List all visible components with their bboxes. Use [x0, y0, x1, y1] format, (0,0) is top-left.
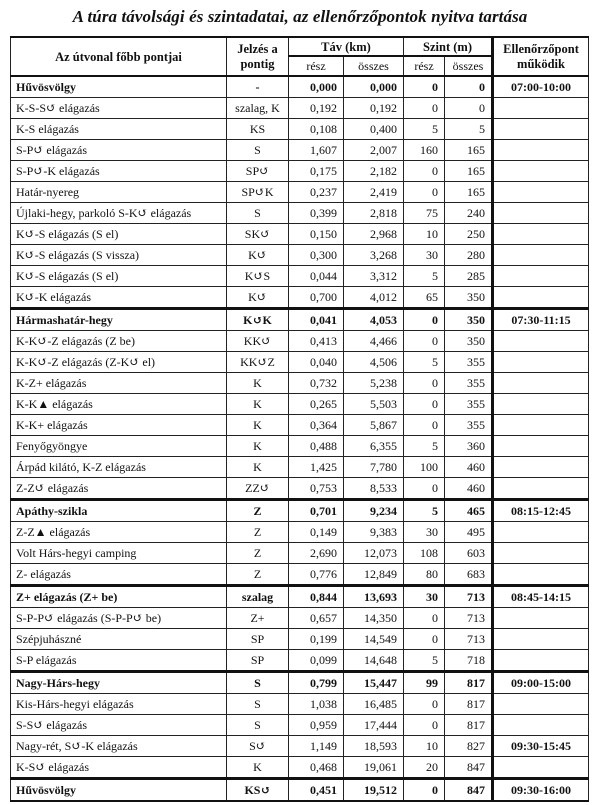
- elevation-total-cell: 0: [445, 76, 493, 98]
- distance-total-cell: 7,780: [344, 457, 404, 478]
- distance-part-cell: 0,844: [289, 586, 344, 608]
- sign-cell: S: [227, 715, 289, 736]
- header-checkpoint-text: Ellenőrzőpont működik: [503, 41, 579, 71]
- elevation-total-cell: 280: [445, 245, 493, 266]
- elevation-part-cell: 0: [404, 608, 445, 629]
- checkpoint-time-cell: [493, 757, 589, 779]
- elevation-part-cell: 30: [404, 586, 445, 608]
- sign-cell: K↺K: [227, 309, 289, 331]
- route-point-cell: Nagy-rét, S↺-K elágazás: [11, 736, 227, 757]
- checkpoint-time-cell: [493, 543, 589, 564]
- elevation-part-cell: 0: [404, 715, 445, 736]
- checkpoint-time-cell: [493, 629, 589, 650]
- checkpoint-time-cell: [493, 287, 589, 309]
- elevation-total-cell: 165: [445, 182, 493, 203]
- route-point-cell: S-P-P↺ elágazás (S-P-P↺ be): [11, 608, 227, 629]
- table-row: [11, 140, 589, 161]
- checkpoint-time-cell: [493, 694, 589, 715]
- checkpoint-time-cell: [493, 98, 589, 119]
- checkpoint-time-cell: [493, 608, 589, 629]
- distance-total-cell: 0,192: [344, 98, 404, 119]
- distance-part-cell: 0,040: [289, 352, 344, 373]
- distance-part-cell: 0,265: [289, 394, 344, 415]
- table-row: [11, 715, 589, 736]
- sign-cell: K: [227, 757, 289, 779]
- distance-part-cell: 0,364: [289, 415, 344, 436]
- table-row: [11, 203, 589, 224]
- route-point-cell: S-P↺-K elágazás: [11, 161, 227, 182]
- table-body: [11, 76, 589, 801]
- table-row: [11, 650, 589, 672]
- elevation-total-cell: 847: [445, 779, 493, 802]
- elevation-total-cell: 360: [445, 436, 493, 457]
- table-row: [11, 352, 589, 373]
- table-row: [11, 672, 589, 694]
- table-row: [11, 500, 589, 522]
- checkpoint-time-cell: [493, 522, 589, 543]
- route-point-cell: Kis-Hárs-hegyi elágazás: [11, 694, 227, 715]
- route-point-cell: Z-Z↺ elágazás: [11, 478, 227, 500]
- route-point-cell: K↺-S elágazás (S el): [11, 224, 227, 245]
- sign-cell: SP: [227, 629, 289, 650]
- route-table: [10, 36, 589, 802]
- distance-part-cell: 0,044: [289, 266, 344, 287]
- distance-part-cell: 0,468: [289, 757, 344, 779]
- elevation-part-cell: 75: [404, 203, 445, 224]
- elevation-total-cell: 0: [445, 98, 493, 119]
- elevation-part-cell: 0: [404, 779, 445, 802]
- page-title: A túra távolsági és szintadatai, az ellenőrzőpontok nyitva tartása: [72, 7, 528, 26]
- table-row: [11, 331, 589, 352]
- distance-total-cell: 0,000: [344, 76, 404, 98]
- elevation-part-cell: 0: [404, 182, 445, 203]
- sign-cell: K: [227, 415, 289, 436]
- route-point-cell: K↺-S elágazás (S vissza): [11, 245, 227, 266]
- header-sign: [227, 37, 289, 76]
- distance-total-cell: 5,867: [344, 415, 404, 436]
- elevation-total-cell: 350: [445, 309, 493, 331]
- distance-total-cell: 2,007: [344, 140, 404, 161]
- sign-cell: Z: [227, 564, 289, 586]
- elevation-total-cell: 847: [445, 757, 493, 779]
- table-row: [11, 586, 589, 608]
- elevation-total-cell: 165: [445, 140, 493, 161]
- sign-cell: S↺: [227, 736, 289, 757]
- checkpoint-time-cell: [493, 436, 589, 457]
- distance-total-cell: 9,383: [344, 522, 404, 543]
- distance-total-cell: 4,012: [344, 287, 404, 309]
- sign-cell: K↺: [227, 287, 289, 309]
- checkpoint-time-cell: [493, 140, 589, 161]
- checkpoint-time-cell: [493, 331, 589, 352]
- table-row: [11, 98, 589, 119]
- sign-cell: SK↺: [227, 224, 289, 245]
- elevation-part-cell: 5: [404, 436, 445, 457]
- distance-total-cell: 19,512: [344, 779, 404, 802]
- distance-part-cell: 0,451: [289, 779, 344, 802]
- route-point-cell: K-K▲ elágazás: [11, 394, 227, 415]
- elevation-part-cell: 0: [404, 373, 445, 394]
- elevation-part-cell: 5: [404, 500, 445, 522]
- route-point-cell: Hűvösvölgy: [11, 76, 227, 98]
- distance-part-cell: 0,399: [289, 203, 344, 224]
- checkpoint-time-cell: 08:15-12:45: [493, 500, 589, 522]
- table-row: [11, 436, 589, 457]
- elevation-total-cell: 718: [445, 650, 493, 672]
- distance-part-cell: 0,799: [289, 672, 344, 694]
- distance-part-cell: 1,425: [289, 457, 344, 478]
- distance-total-cell: 19,061: [344, 757, 404, 779]
- elevation-part-cell: 5: [404, 352, 445, 373]
- route-point-cell: K-S elágazás: [11, 119, 227, 140]
- elevation-part-cell: 80: [404, 564, 445, 586]
- elevation-total-cell: 495: [445, 522, 493, 543]
- distance-total-cell: 2,182: [344, 161, 404, 182]
- sign-cell: Z: [227, 522, 289, 543]
- sign-cell: S: [227, 672, 289, 694]
- checkpoint-time-cell: [493, 373, 589, 394]
- sign-cell: K↺: [227, 245, 289, 266]
- distance-total-cell: 14,549: [344, 629, 404, 650]
- elevation-part-cell: 0: [404, 629, 445, 650]
- distance-part-cell: 0,776: [289, 564, 344, 586]
- distance-total-cell: 5,503: [344, 394, 404, 415]
- elevation-total-cell: 713: [445, 608, 493, 629]
- sign-cell: -: [227, 76, 289, 98]
- distance-part-cell: 0,753: [289, 478, 344, 500]
- sign-cell: KS: [227, 119, 289, 140]
- distance-part-cell: 0,000: [289, 76, 344, 98]
- route-point-cell: Hármashatár-hegy: [11, 309, 227, 331]
- distance-total-cell: 6,355: [344, 436, 404, 457]
- route-point-cell: Apáthy-szikla: [11, 500, 227, 522]
- elevation-total-cell: 827: [445, 736, 493, 757]
- distance-total-cell: 8,533: [344, 478, 404, 500]
- elevation-part-cell: 10: [404, 224, 445, 245]
- checkpoint-time-cell: [493, 182, 589, 203]
- table-row: [11, 119, 589, 140]
- distance-part-cell: 0,199: [289, 629, 344, 650]
- distance-part-cell: 0,732: [289, 373, 344, 394]
- table-row: [11, 287, 589, 309]
- distance-total-cell: 16,485: [344, 694, 404, 715]
- elevation-part-cell: 0: [404, 478, 445, 500]
- elevation-total-cell: 460: [445, 478, 493, 500]
- route-point-cell: K-K+ elágazás: [11, 415, 227, 436]
- distance-part-cell: 0,701: [289, 500, 344, 522]
- elevation-total-cell: 350: [445, 331, 493, 352]
- elevation-total-cell: 683: [445, 564, 493, 586]
- elevation-part-cell: 100: [404, 457, 445, 478]
- route-point-cell: S-S↺ elágazás: [11, 715, 227, 736]
- header-dist-part: rész: [289, 56, 344, 76]
- distance-total-cell: 4,466: [344, 331, 404, 352]
- table-row: [11, 478, 589, 500]
- elevation-total-cell: 250: [445, 224, 493, 245]
- sign-cell: SP↺: [227, 161, 289, 182]
- checkpoint-time-cell: 07:00-10:00: [493, 76, 589, 98]
- distance-part-cell: 0,175: [289, 161, 344, 182]
- table-row: [11, 182, 589, 203]
- route-point-cell: K-K↺-Z elágazás (Z-K↺ el): [11, 352, 227, 373]
- elevation-total-cell: 460: [445, 457, 493, 478]
- elevation-part-cell: 5: [404, 119, 445, 140]
- route-point-cell: Hűvösvölgy: [11, 779, 227, 802]
- table-row: [11, 694, 589, 715]
- sign-cell: szalag, K: [227, 98, 289, 119]
- elevation-part-cell: 0: [404, 98, 445, 119]
- route-point-cell: K↺-S elágazás (S el): [11, 266, 227, 287]
- checkpoint-time-cell: [493, 203, 589, 224]
- checkpoint-time-cell: [493, 266, 589, 287]
- checkpoint-time-cell: [493, 564, 589, 586]
- elevation-total-cell: 713: [445, 586, 493, 608]
- elevation-part-cell: 160: [404, 140, 445, 161]
- elevation-part-cell: 0: [404, 309, 445, 331]
- sign-cell: Z+: [227, 608, 289, 629]
- distance-total-cell: 17,444: [344, 715, 404, 736]
- distance-part-cell: 1,038: [289, 694, 344, 715]
- table-row: [11, 373, 589, 394]
- distance-part-cell: 0,700: [289, 287, 344, 309]
- elevation-part-cell: 5: [404, 266, 445, 287]
- elevation-part-cell: 0: [404, 161, 445, 182]
- elevation-part-cell: 10: [404, 736, 445, 757]
- sign-cell: S: [227, 694, 289, 715]
- table-row: [11, 522, 589, 543]
- distance-part-cell: 0,041: [289, 309, 344, 331]
- elevation-total-cell: 817: [445, 715, 493, 736]
- elevation-total-cell: 165: [445, 161, 493, 182]
- sign-cell: ZZ↺: [227, 478, 289, 500]
- distance-part-cell: 0,300: [289, 245, 344, 266]
- sign-cell: SP: [227, 650, 289, 672]
- elevation-part-cell: 0: [404, 331, 445, 352]
- checkpoint-time-cell: [493, 457, 589, 478]
- header-sign-text: Jelzés a pontig: [237, 41, 278, 71]
- elevation-part-cell: 108: [404, 543, 445, 564]
- distance-part-cell: 0,413: [289, 331, 344, 352]
- table-row: [11, 608, 589, 629]
- sign-cell: S: [227, 203, 289, 224]
- sign-cell: K: [227, 436, 289, 457]
- distance-part-cell: 0,237: [289, 182, 344, 203]
- checkpoint-time-cell: [493, 161, 589, 182]
- distance-total-cell: 0,400: [344, 119, 404, 140]
- checkpoint-time-cell: 09:00-15:00: [493, 672, 589, 694]
- sign-cell: K: [227, 457, 289, 478]
- route-point-cell: Nagy-Hárs-hegy: [11, 672, 227, 694]
- distance-part-cell: 0,108: [289, 119, 344, 140]
- elevation-total-cell: 285: [445, 266, 493, 287]
- distance-total-cell: 4,506: [344, 352, 404, 373]
- elevation-total-cell: 713: [445, 629, 493, 650]
- header-elev-total: összes: [445, 56, 493, 76]
- header-elevation: Szint (m): [404, 37, 493, 56]
- table-row: [11, 457, 589, 478]
- distance-part-cell: 1,149: [289, 736, 344, 757]
- sign-cell: K: [227, 373, 289, 394]
- route-point-cell: Határ-nyereg: [11, 182, 227, 203]
- elevation-total-cell: 350: [445, 287, 493, 309]
- elevation-part-cell: 65: [404, 287, 445, 309]
- distance-part-cell: 0,099: [289, 650, 344, 672]
- header-route: Az útvonal főbb pontjai: [11, 37, 227, 76]
- distance-total-cell: 2,968: [344, 224, 404, 245]
- distance-total-cell: 15,447: [344, 672, 404, 694]
- sign-cell: szalag: [227, 586, 289, 608]
- table-row: [11, 245, 589, 266]
- elevation-part-cell: 30: [404, 245, 445, 266]
- table-row: [11, 564, 589, 586]
- distance-total-cell: 5,238: [344, 373, 404, 394]
- elevation-total-cell: 817: [445, 672, 493, 694]
- header-dist-total: összes: [344, 56, 404, 76]
- route-point-cell: K-S-S↺ elágazás: [11, 98, 227, 119]
- distance-total-cell: 13,693: [344, 586, 404, 608]
- elevation-part-cell: 30: [404, 522, 445, 543]
- sign-cell: K: [227, 394, 289, 415]
- header-distance: Táv (km): [289, 37, 404, 56]
- checkpoint-time-cell: [493, 394, 589, 415]
- checkpoint-time-cell: [493, 478, 589, 500]
- checkpoint-time-cell: [493, 352, 589, 373]
- table-row: [11, 224, 589, 245]
- route-point-cell: K-Z+ elágazás: [11, 373, 227, 394]
- elevation-part-cell: 99: [404, 672, 445, 694]
- route-point-cell: Z+ elágazás (Z+ be): [11, 586, 227, 608]
- sign-cell: KK↺Z: [227, 352, 289, 373]
- distance-part-cell: 2,690: [289, 543, 344, 564]
- checkpoint-time-cell: [493, 715, 589, 736]
- route-point-cell: Szépjuhászné: [11, 629, 227, 650]
- elevation-part-cell: 0: [404, 694, 445, 715]
- elevation-total-cell: 5: [445, 119, 493, 140]
- elevation-total-cell: 355: [445, 352, 493, 373]
- route-point-cell: Z-Z▲ elágazás: [11, 522, 227, 543]
- distance-total-cell: 12,073: [344, 543, 404, 564]
- header-checkpoint: [493, 37, 589, 76]
- table-row: [11, 161, 589, 182]
- distance-part-cell: 0,149: [289, 522, 344, 543]
- route-point-cell: S-P elágazás: [11, 650, 227, 672]
- table-row: [11, 76, 589, 98]
- route-point-cell: Z- elágazás: [11, 564, 227, 586]
- sign-cell: Z: [227, 500, 289, 522]
- distance-total-cell: 3,268: [344, 245, 404, 266]
- distance-total-cell: 2,818: [344, 203, 404, 224]
- checkpoint-time-cell: [493, 119, 589, 140]
- table-row: [11, 415, 589, 436]
- distance-total-cell: 9,234: [344, 500, 404, 522]
- sign-cell: Z: [227, 543, 289, 564]
- distance-part-cell: 0,192: [289, 98, 344, 119]
- distance-part-cell: 0,488: [289, 436, 344, 457]
- checkpoint-time-cell: 07:30-11:15: [493, 309, 589, 331]
- distance-total-cell: 2,419: [344, 182, 404, 203]
- elevation-total-cell: 355: [445, 394, 493, 415]
- elevation-part-cell: 5: [404, 650, 445, 672]
- table-row: [11, 736, 589, 757]
- route-point-cell: K↺-K elágazás: [11, 287, 227, 309]
- table-header: [11, 37, 589, 76]
- elevation-total-cell: 465: [445, 500, 493, 522]
- distance-total-cell: 14,350: [344, 608, 404, 629]
- checkpoint-time-cell: 09:30-16:00: [493, 779, 589, 802]
- distance-total-cell: 3,312: [344, 266, 404, 287]
- checkpoint-time-cell: [493, 224, 589, 245]
- route-point-cell: Fenyőgyöngye: [11, 436, 227, 457]
- elevation-part-cell: 20: [404, 757, 445, 779]
- distance-total-cell: 14,648: [344, 650, 404, 672]
- table-row: [11, 757, 589, 779]
- route-point-cell: S-P↺ elágazás: [11, 140, 227, 161]
- distance-part-cell: 0,150: [289, 224, 344, 245]
- table-row: [11, 309, 589, 331]
- elevation-part-cell: 0: [404, 415, 445, 436]
- checkpoint-time-cell: 08:45-14:15: [493, 586, 589, 608]
- distance-part-cell: 0,959: [289, 715, 344, 736]
- distance-total-cell: 4,053: [344, 309, 404, 331]
- elevation-part-cell: 0: [404, 394, 445, 415]
- table-row: [11, 394, 589, 415]
- header-elev-part: rész: [404, 56, 445, 76]
- route-point-cell: Újlaki-hegy, parkoló S-K↺ elágazás: [11, 203, 227, 224]
- distance-part-cell: 0,657: [289, 608, 344, 629]
- sign-cell: KK↺: [227, 331, 289, 352]
- route-point-cell: K-K↺-Z elágazás (Z be): [11, 331, 227, 352]
- distance-total-cell: 12,849: [344, 564, 404, 586]
- elevation-part-cell: 0: [404, 76, 445, 98]
- distance-part-cell: 1,607: [289, 140, 344, 161]
- table-row: [11, 543, 589, 564]
- elevation-total-cell: 355: [445, 415, 493, 436]
- sign-cell: KS↺: [227, 779, 289, 802]
- table-row: [11, 266, 589, 287]
- sign-cell: S: [227, 140, 289, 161]
- table-row: [11, 779, 589, 802]
- route-point-cell: Volt Hárs-hegyi camping: [11, 543, 227, 564]
- elevation-total-cell: 817: [445, 694, 493, 715]
- elevation-total-cell: 240: [445, 203, 493, 224]
- distance-total-cell: 18,593: [344, 736, 404, 757]
- elevation-total-cell: 355: [445, 373, 493, 394]
- route-point-cell: K-S↺ elágazás: [11, 757, 227, 779]
- elevation-total-cell: 603: [445, 543, 493, 564]
- checkpoint-time-cell: [493, 650, 589, 672]
- sign-cell: SP↺K: [227, 182, 289, 203]
- checkpoint-time-cell: [493, 415, 589, 436]
- sign-cell: K↺S: [227, 266, 289, 287]
- table-row: [11, 629, 589, 650]
- checkpoint-time-cell: [493, 245, 589, 266]
- checkpoint-time-cell: 09:30-15:45: [493, 736, 589, 757]
- route-point-cell: Árpád kilátó, K-Z elágazás: [11, 457, 227, 478]
